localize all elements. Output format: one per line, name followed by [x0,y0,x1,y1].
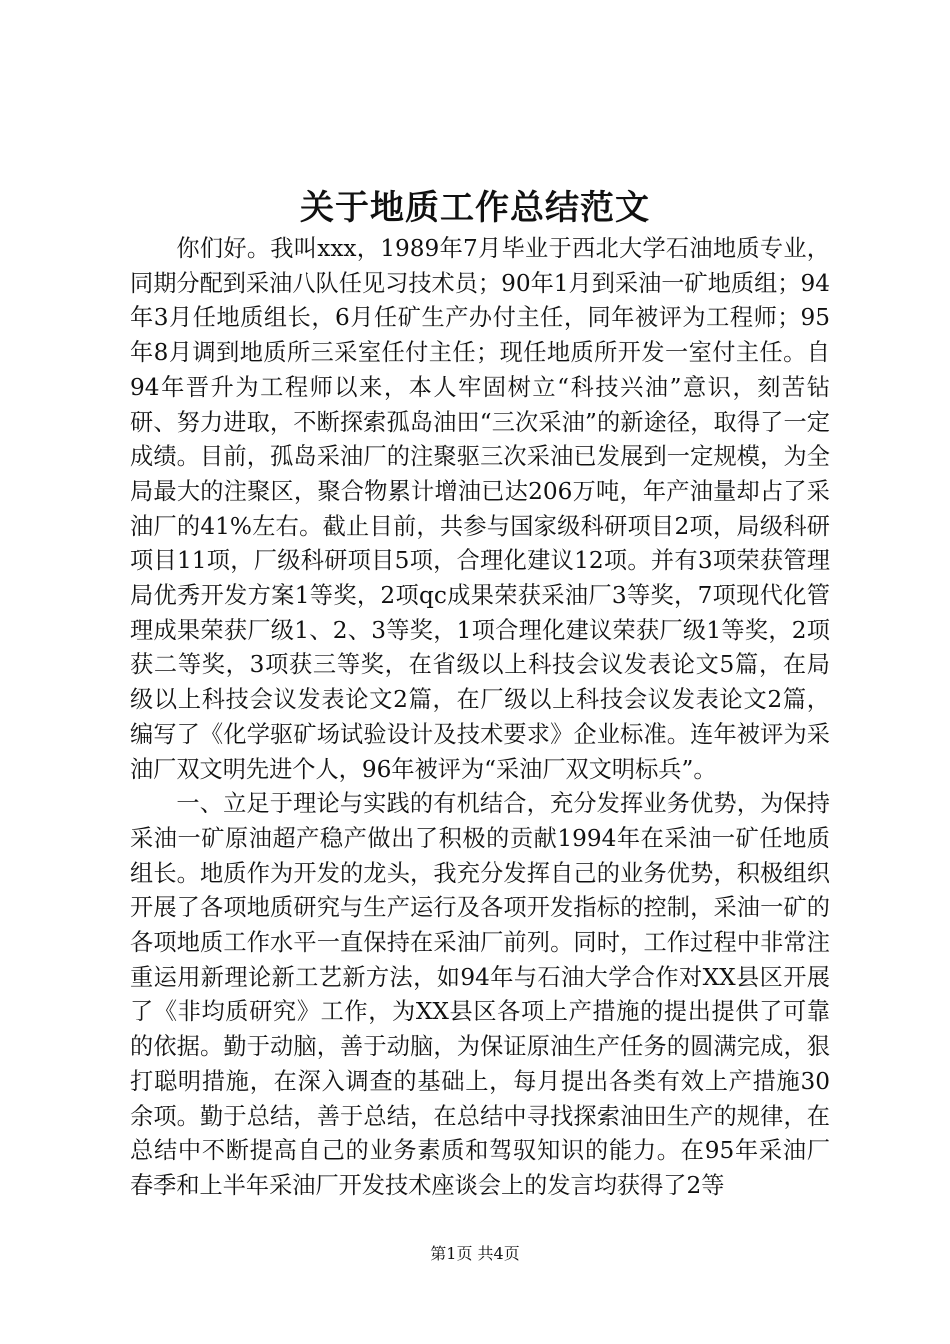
document-title: 关于地质工作总结范文 [300,188,650,228]
paragraph-section-1: 一、立足于理论与实践的有机结合，充分发挥业务优势，为保持采油一矿原油超产稳产做出了积极的贡献1994年在采油一矿任地质组长。地质作为开发的龙头，我充分发挥自己的业务优势，积极组织开展了各项地质研究与生产运行及各项开发指标的控制，采油一矿的各项地质工作水平一直保持在采油厂前列。同时，工作过程中非常注重运用新理论新工艺新方法，如94年与石油大学合作对XX县区开展了《非均质研究》工作，为XX县区各项上产措施的提出提供了可靠的依据。勤于动脑，善于动脑，为保证原油生产任务的圆满完成，狠打聪明措施，在深入调查的基础上，每月提出各类有效上产措施30余项。勤于总结，善于总结，在总结中寻找探索油田生产的规律，在总结中不断提高自己的业务素质和驾驭知识的能力。在95年采油厂春季和上半年采油厂开发技术座谈会上的发言均获得了2等 [130,790,830,1199]
page-footer: 第1页 共4页 [430,1244,520,1263]
document-body [130,232,830,1204]
paragraph-intro: 你们好。我叫xxx，1989年7月毕业于西北大学石油地质专业，同期分配到采油八队任见习技术员；90年1月到采油一矿地质组；94年3月任地质组长，6月任矿生产办付主任，同年被评为工程师；95年8月调到地质所三采室任付主任；现任地质所开发一室付主任。自94年晋升为工程师以来，本人牢固树立“科技兴油”意识，刻苦钻研、努力进取，不断探索孤岛油田“三次采油”的新途径，取得了一定成绩。目前，孤岛采油厂的注聚驱三次采油已发展到一定规模，为全局最大的注聚区，聚合物累计增油已达206万吨，年产油量却占了采油厂的41%左右。截止目前，共参与国家级科研项目2项，局级科研项目11项，厂级科研项目5项，合理化建议12项。并有3项荣获管理局优秀开发方案1等奖，2项qc成果荣获采油厂3等奖，7项现代化管理成果荣获厂级1、2、3等奖，1项合理化建议荣获厂级1等奖，2项获二等奖，3项获三等奖，在省级以上科技会议发表论文5篇，在局级以上科技会议发表论文2篇，在厂级以上科技会议发表论文2篇，编写了《化学驱矿场试验设计及技术要求》企业标准。连年被评为采油厂双文明先进个人，96年被评为“采油厂双文明标兵”。 [130,235,830,783]
